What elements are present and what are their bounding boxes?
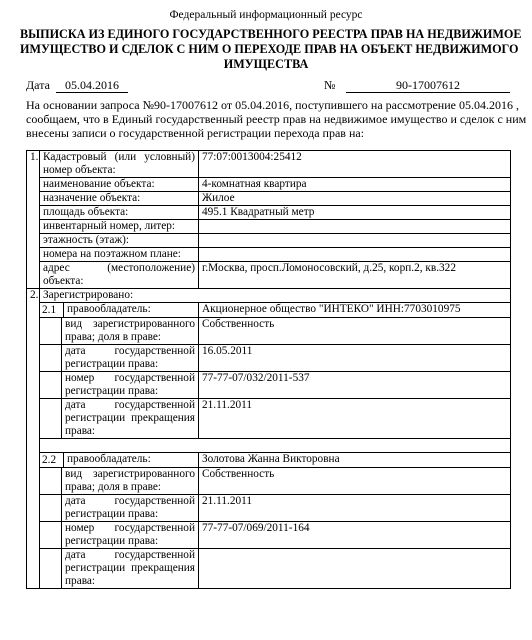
registry-table xyxy=(26,150,511,589)
holder-spacer xyxy=(27,439,511,453)
field-value: Собственность xyxy=(199,468,511,495)
field-label xyxy=(40,262,199,289)
table-row xyxy=(27,303,511,318)
label-line: Кадастровый (или условный) xyxy=(43,151,195,163)
date-value: 05.04.2016 xyxy=(56,78,128,93)
label-line: права; доля в праве: xyxy=(65,481,162,493)
table-row xyxy=(27,220,511,234)
label-line: номер государственной xyxy=(65,372,195,384)
date-number-row xyxy=(26,78,510,94)
label-line: правообладатель: xyxy=(67,453,151,465)
field-label xyxy=(40,248,199,262)
label-line: номер государственной xyxy=(65,522,195,534)
label-line: вид зарегистрированного xyxy=(65,468,195,480)
table-row xyxy=(27,262,511,289)
field-value xyxy=(199,549,511,589)
field-label xyxy=(40,220,199,234)
label-line: регистрации права: xyxy=(65,508,159,520)
field-label xyxy=(40,178,199,192)
holder-number-spacer xyxy=(40,522,62,548)
holder-number-spacer xyxy=(40,399,62,438)
field-label xyxy=(62,345,199,371)
label-line: дата государственной xyxy=(65,495,195,507)
field-label xyxy=(62,549,199,588)
resource-label: Федеральный информационный ресурс xyxy=(169,9,363,21)
table-row xyxy=(27,399,511,439)
label-line: права: xyxy=(65,575,96,587)
table-row xyxy=(27,453,511,468)
table-row xyxy=(27,468,511,495)
table-row xyxy=(27,248,511,262)
holder-number-spacer xyxy=(40,372,62,398)
label-line: права; доля в праве: xyxy=(65,331,162,343)
field-label xyxy=(62,495,199,521)
holder-cell xyxy=(40,549,199,589)
label-line: дата государственной xyxy=(65,549,195,561)
label-line: адрес (местоположение) xyxy=(43,262,195,274)
field-value: Собственность xyxy=(199,318,511,345)
table-row xyxy=(27,178,511,192)
field-value: 77:07:0013004:25412 xyxy=(199,151,511,178)
intro-line: внесены записи о государственной регистрации перехода прав на: xyxy=(26,126,365,140)
holder-number-spacer xyxy=(40,468,62,494)
field-value: Золотова Жанна Викторовна xyxy=(199,453,511,468)
label-line: регистрации права: xyxy=(65,535,159,547)
holder-number-spacer xyxy=(40,318,62,344)
holder-cell xyxy=(40,399,199,439)
label-line: вид зарегистрированного xyxy=(65,318,195,330)
table-row xyxy=(27,372,511,399)
table-row xyxy=(27,151,511,178)
table-row xyxy=(27,549,511,589)
label-line: инвентарный номер, литер: xyxy=(43,220,176,232)
number-label: № xyxy=(324,78,336,92)
label-line: назначение объекта: xyxy=(43,192,141,204)
field-label xyxy=(64,303,199,317)
label-line: номера на поэтажном плане: xyxy=(43,248,181,260)
section-title: Зарегистрировано: xyxy=(40,289,511,303)
table-row xyxy=(27,522,511,549)
field-value: 77-77-07/069/2011-164 xyxy=(199,522,511,549)
holder-label-table xyxy=(40,495,198,521)
holder-number-spacer xyxy=(40,495,62,521)
field-value: 77-77-07/032/2011-537 xyxy=(199,372,511,399)
title-line: ИМУЩЕСТВО И СДЕЛОК С НИМ О ПЕРЕХОДЕ ПРАВ НА ОБЪЕКТ НЕДВИЖИМОГО xyxy=(20,42,519,56)
field-label xyxy=(62,318,199,344)
field-value: 21.11.2011 xyxy=(199,399,511,439)
field-value xyxy=(199,220,511,234)
holder-cell xyxy=(40,345,199,372)
label-line: регистрации права: xyxy=(65,358,159,370)
field-label xyxy=(62,399,199,438)
holder-cell xyxy=(40,468,199,495)
holder-cell xyxy=(40,318,199,345)
holder-label-table xyxy=(40,522,198,548)
section-number: 1. xyxy=(27,151,40,289)
number-value: 90-17007612 xyxy=(346,78,510,93)
label-line: регистрации права: xyxy=(65,385,159,397)
holder-number-spacer xyxy=(40,549,62,588)
holder-label-table xyxy=(40,549,198,588)
registered-section xyxy=(27,289,511,589)
field-label xyxy=(40,192,199,206)
field-value: г.Москва, просп.Ломоносовский, д.25, корп.2, кв.322 xyxy=(199,262,511,289)
title-line: ВЫПИСКА ИЗ ЕДИНОГО ГОСУДАРСТВЕННОГО РЕЕСТРА ПРАВ НА НЕДВИЖИМОЕ xyxy=(20,27,522,41)
holder-label-table xyxy=(40,303,198,317)
holder-label-table xyxy=(40,345,198,371)
holder-cell xyxy=(40,303,199,318)
holder-label-table xyxy=(40,318,198,344)
holder-cell xyxy=(40,372,199,399)
section-number: 2. xyxy=(27,289,40,589)
field-value: Акционерное общество "ИНТЕКО" ИНН:7703010975 xyxy=(199,303,511,318)
field-label xyxy=(40,206,199,220)
label-line: дата государственной xyxy=(65,399,195,411)
label-line: регистрации прекращения xyxy=(65,562,195,574)
field-value: 4-комнатная квартира xyxy=(199,178,511,192)
field-label xyxy=(40,234,199,248)
holder-cell xyxy=(40,522,199,549)
field-value: Жилое xyxy=(199,192,511,206)
holder-label-table xyxy=(40,468,198,494)
field-label xyxy=(62,372,199,398)
date-label: Дата xyxy=(26,78,50,92)
holder-cell xyxy=(40,453,199,468)
table-row xyxy=(27,234,511,248)
field-value: 16.05.2011 xyxy=(199,345,511,372)
holder-cell xyxy=(40,495,199,522)
table-row xyxy=(27,345,511,372)
table-row xyxy=(27,289,511,303)
field-label xyxy=(62,522,199,548)
table-row xyxy=(27,192,511,206)
spacer-cell xyxy=(40,439,511,453)
label-line: этажность (этаж): xyxy=(43,234,130,246)
intro-line: На основании запроса №90-17007612 от 05.04.2016, поступившего на рассмотрение 05.04.2016 , xyxy=(26,98,519,112)
label-line: права: xyxy=(65,425,96,437)
label-line: объекта: xyxy=(43,275,84,287)
document-title xyxy=(20,27,522,72)
label-line: номер объекта: xyxy=(43,164,116,176)
label-line: дата государственной xyxy=(65,345,195,357)
holder-label-table xyxy=(40,453,198,467)
object-section xyxy=(27,151,511,289)
label-line: площадь объекта: xyxy=(43,206,129,218)
field-label xyxy=(64,453,199,467)
field-value: 495.1 Квадратный метр xyxy=(199,206,511,220)
label-line: правообладатель: xyxy=(67,303,151,315)
field-value xyxy=(199,248,511,262)
holder-label-table xyxy=(40,399,198,438)
title-line: ИМУЩЕСТВА xyxy=(223,57,309,71)
holder-number: 2.1 xyxy=(40,303,64,317)
table-row xyxy=(27,495,511,522)
field-label xyxy=(40,151,199,178)
label-line: регистрации прекращения xyxy=(65,412,195,424)
label-line: наименование объекта: xyxy=(43,178,155,190)
field-value xyxy=(199,234,511,248)
holder-label-table xyxy=(40,372,198,398)
intro-paragraph xyxy=(26,98,527,140)
holder-number-spacer xyxy=(40,345,62,371)
table-row xyxy=(27,206,511,220)
holder-number: 2.2 xyxy=(40,453,64,467)
intro-line: сообщаем, что в Единый государственный реестр прав на недвижимое имущество и сделок с ним xyxy=(26,112,527,126)
field-label xyxy=(62,468,199,494)
table-row xyxy=(27,318,511,345)
field-value: 21.11.2011 xyxy=(199,495,511,522)
